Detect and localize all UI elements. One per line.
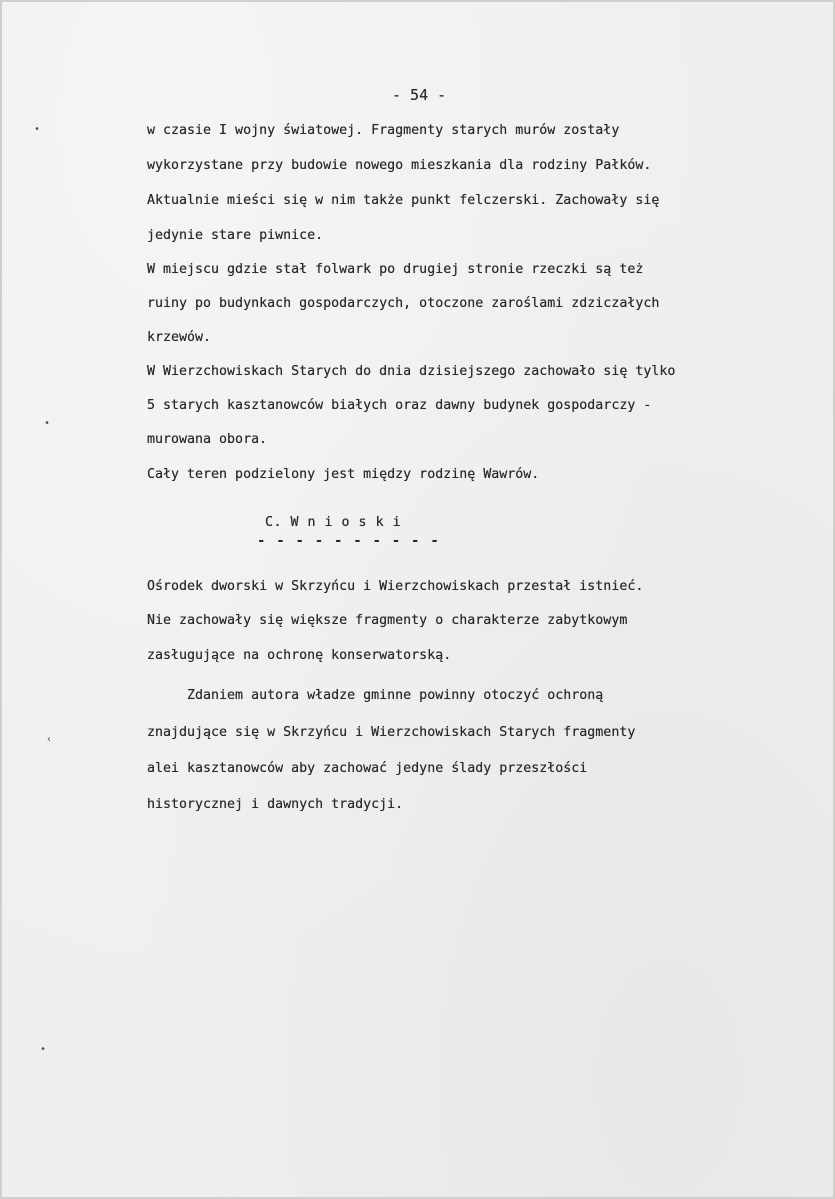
text-line: ruiny po budynkach gospodarczych, otoczone zaroślami zdziczałych xyxy=(147,296,660,311)
text-line: znajdujące się w Skrzyńcu i Wierzchowiskach Starych fragmenty xyxy=(147,725,636,740)
page-number: - 54 - xyxy=(392,86,447,104)
text-line: murowana obora. xyxy=(147,432,268,447)
text-line: W Wierzchowiskach Starych do dnia dzisiejszego zachowało się tylko xyxy=(147,364,676,379)
section-heading: C. W n i o s k i xyxy=(265,515,402,530)
text-line: jedynie stare piwnice. xyxy=(147,228,324,243)
text-line: 5 starych kasztanowców białych oraz dawny budynek gospodarczy - xyxy=(147,398,652,413)
text-line: Cały teren podzielony jest między rodzinę Wawrów. xyxy=(147,467,540,482)
text-line: wykorzystane przy budowie nowego mieszkania dla rodziny Pałków. xyxy=(147,158,652,173)
margin-mark: • xyxy=(34,124,41,135)
margin-mark: • xyxy=(44,418,51,429)
text-line: historycznej i dawnych tradycji. xyxy=(147,797,404,812)
section-underline: - - - - - - - - - - xyxy=(257,533,440,549)
text-line: Nie zachowały się większe fragmenty o charakterze zabytkowym xyxy=(147,613,628,628)
text-line: w czasie I wojny światowej. Fragmenty starych murów zostały xyxy=(147,123,620,138)
text-line: zasługujące na ochronę konserwatorską. xyxy=(147,648,452,663)
text-line: Zdaniem autora władze gminne powinny otoczyć ochroną xyxy=(147,688,604,703)
text-line: W miejscu gdzie stał folwark po drugiej stronie rzeczki są też xyxy=(147,262,644,277)
text-line: Ośrodek dworski w Skrzyńcu i Wierzchowiskach przestał istnieć. xyxy=(147,579,644,594)
text-line: Aktualnie mieści się w nim także punkt felczerski. Zachowały się xyxy=(147,193,660,208)
text-line: krzewów. xyxy=(147,330,212,345)
margin-mark: • xyxy=(40,1044,47,1055)
text-line: alei kasztanowców aby zachować jedyne ślady przeszłości xyxy=(147,761,588,776)
margin-mark: ‹ xyxy=(46,734,53,745)
